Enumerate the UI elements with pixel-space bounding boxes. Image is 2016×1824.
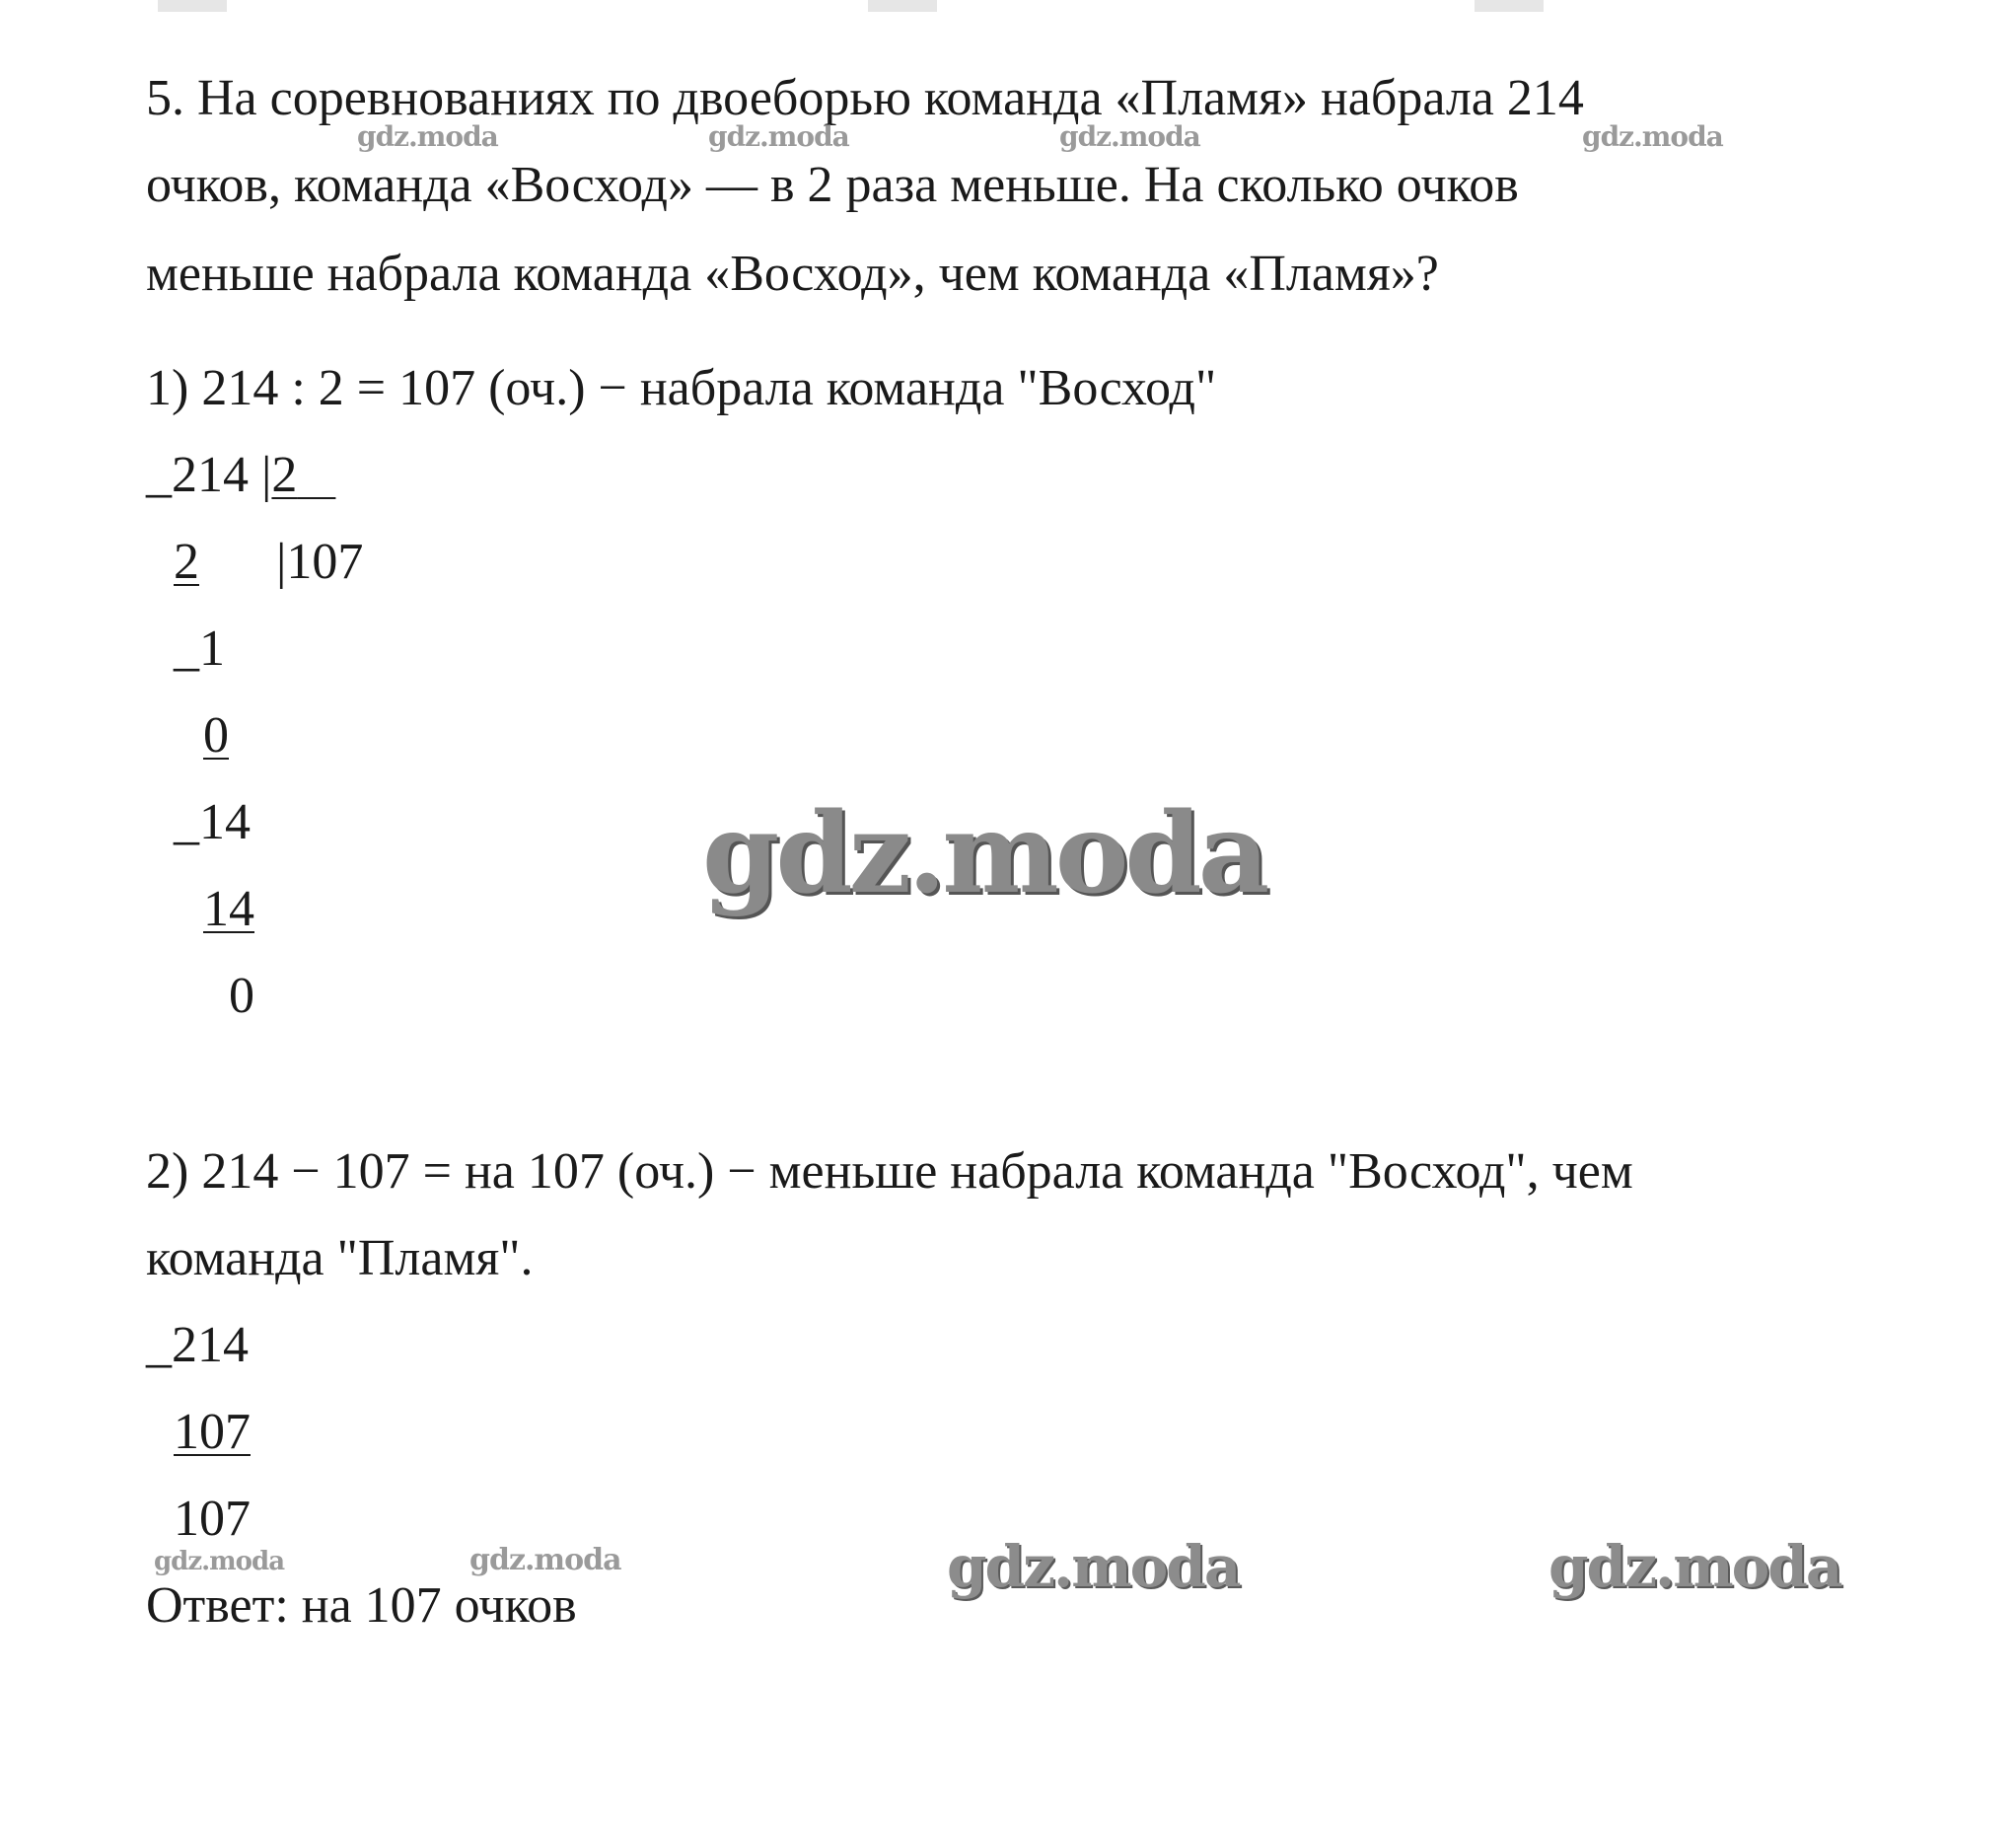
watermark: gdz.moda (702, 789, 1266, 918)
division-row-1 (146, 446, 335, 505)
scan-mark (158, 0, 227, 12)
answer-text: Ответ: на 107 очков (146, 1577, 577, 1634)
watermark: gdz.moda (1548, 1533, 1841, 1600)
division-quotient-row (276, 533, 363, 592)
watermark: gdz.moda (1582, 120, 1723, 153)
problem-line-1: 5. На соревнованиях по двоеборью команда «Пламя» набрала 214 (146, 70, 1584, 126)
division-bar: | (276, 534, 287, 590)
watermark: gdz.moda (947, 1533, 1240, 1600)
step2-text-line-2: команда "Пламя". (146, 1230, 534, 1286)
scan-mark (868, 0, 937, 12)
division-row-2 (174, 533, 199, 592)
subtraction-row-2: 107 (174, 1404, 251, 1460)
step2-text-line-1: 2) 214 − 107 = на 107 (оч.) − меньше набрала команда "Восход", чем (146, 1143, 1633, 1200)
watermark: gdz.moda (708, 120, 849, 153)
watermark: gdz.moda (1059, 120, 1200, 153)
watermark: gdz.moda (154, 1547, 285, 1576)
division-minus-sign: _ (146, 447, 172, 503)
step1-text: 1) 214 : 2 = 107 (оч.) − набрала команда "Восход" (146, 360, 1217, 416)
division-bar: | (261, 447, 272, 503)
division-row-7: 0 (229, 968, 254, 1024)
problem-line-2: очков, команда «Восход» — в 2 раза меньше. На сколько очков (146, 157, 1519, 213)
division-subtrahend: 2 (174, 534, 199, 590)
subtraction-row-1: _214 (146, 1317, 249, 1373)
division-divisor: 2 (271, 447, 298, 503)
problem-line-3: меньше набрала команда «Восход», чем команда «Пламя»? (146, 246, 1439, 302)
division-quotient: 107 (286, 534, 364, 590)
division-dividend: 214 (172, 447, 249, 503)
watermark: gdz.moda (357, 120, 498, 153)
division-row-3: _1 (174, 620, 225, 677)
subtraction-row-3: 107 (174, 1491, 251, 1547)
watermark: gdz.moda (469, 1543, 621, 1577)
division-row-5: _14 (174, 794, 251, 850)
division-row-4: 0 (203, 707, 229, 764)
scan-mark (1475, 0, 1544, 12)
division-row-6: 14 (203, 881, 254, 937)
